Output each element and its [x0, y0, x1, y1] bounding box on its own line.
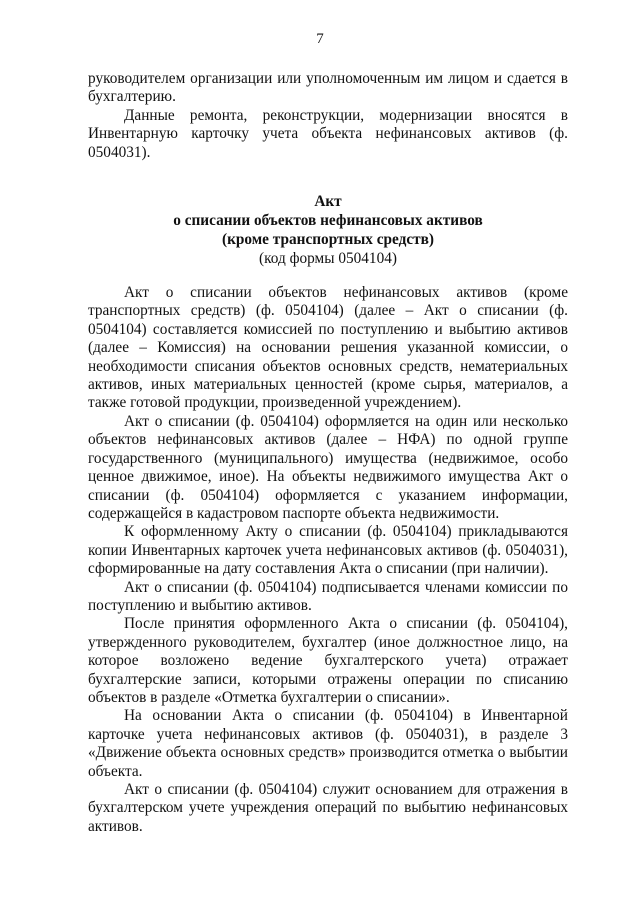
document-title [88, 192, 568, 268]
body-paragraph-7: Акт о списании (ф. 0504104) служит основанием для отражения в бухгалтерском учете учреждения операций по выбытию нефинансовых активов. [88, 781, 568, 835]
body-paragraph-5: После принятия оформленного Акта о списании (ф. 0504104), утвержденного руководителем, бухгалтер (иное должностное лицо, на которое возложено ведение бухгалтерского учета) отражает бухгалтерские записи, которыми отражены операции по списанию объектов в разделе «Отметка бухгалтерии о списании». [88, 615, 568, 706]
title-line-1: Акт [314, 193, 342, 211]
body-paragraph-3: К оформленному Акту о списании (ф. 0504104) прикладываются копии Инвентарных карточек учета нефинансовых активов (ф. 0504031), сформированные на дату составления Акта о списании (при наличии). [88, 523, 568, 578]
form-code: (код формы 0504104) [259, 250, 397, 268]
intro-paragraph-2: Данные ремонта, реконструкции, модернизации вносятся в Инвентарную карточку учета объекта нефинансовых активов (ф. 0504031). [88, 106, 568, 161]
title-line-3: (кроме транспортных средств) [221, 231, 435, 249]
body-paragraph-4: Акт о списании (ф. 0504104) подписывается членами комиссии по поступлению и выбытию активов. [88, 578, 568, 614]
body-paragraph-1: Акт о списании объектов нефинансовых активов (кроме транспортных средств) (ф. 0504104) (далее – Акт о списании (ф. 0504104) составляется комиссией по поступлению и выбытию активов (далее – Комиссия) на основании решения указанной комиссии, о необходимости списания объектов основных средств, нематериальных активов, иных материальных ценностей (кроме сырья, материалов, а также готовой продукции, произведенной учреждением). [88, 284, 568, 412]
body-paragraph-2: Акт о списании (ф. 0504104) оформляется на один или несколько объектов нефинансовых активов (далее – НФА) по одной группе государственного (муниципального) имущества (недвижимое, особо ценное движимое, иное). На объекты недвижимого имущества Акт о списании (ф. 0504104) оформляется с указанием информации, содержащейся в кадастровом паспорте объекта недвижимости. [88, 412, 568, 522]
page-number: 7 [316, 31, 324, 47]
document-body [88, 70, 568, 836]
body-paragraph-6: На основании Акта о списании (ф. 0504104) в Инвентарной карточке учета нефинансовых активов (ф. 0504031), в разделе 3 «Движение объекта основных средств» производится отметка о выбытии объекта. [88, 707, 568, 780]
title-line-2: о списании объектов нефинансовых активов [173, 212, 483, 230]
intro-paragraph-1: руководителем организации или уполномоченным им лицом и сдается в бухгалтерию. [88, 70, 568, 106]
